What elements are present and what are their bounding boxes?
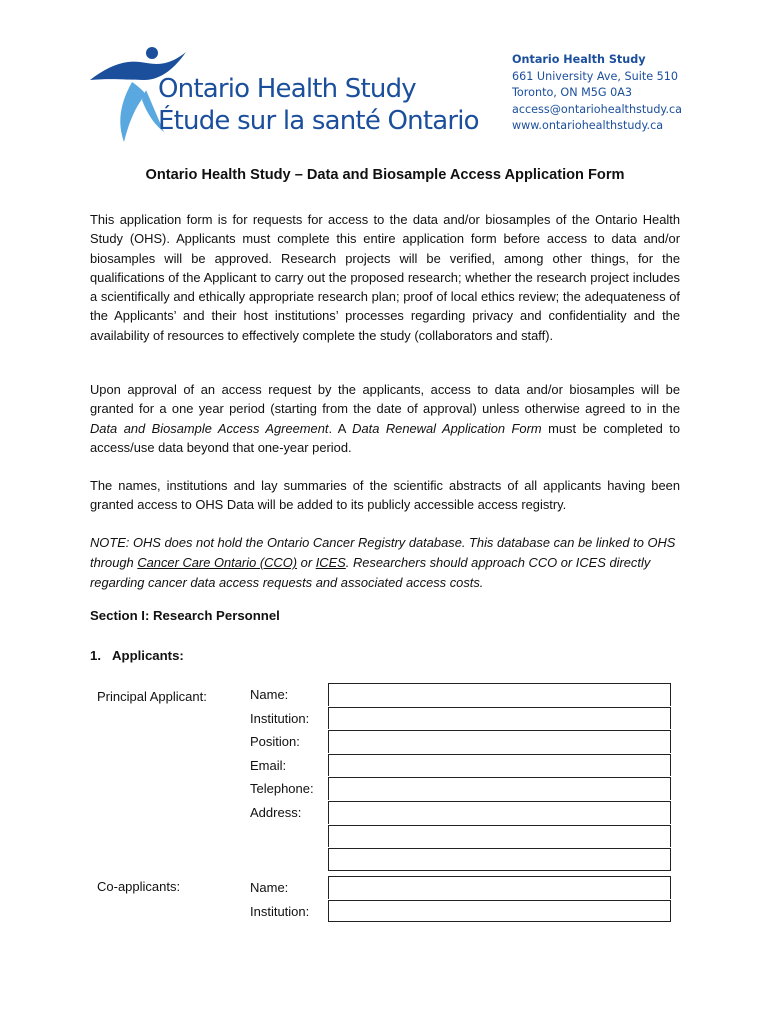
field-label-email: Email: — [250, 757, 287, 773]
principal-name-input[interactable] — [328, 683, 671, 706]
registry-paragraph: The names, institutions and lay summaries of the scientific abstracts of all applicants having been granted access to OHS Data will be added to its publicly accessible access registry. — [90, 478, 680, 513]
approval-text-1: Upon approval of an access request by the applicants, access to data and/or biosamples will be granted for a one year period (starting from the date of approval) unless otherwise agreed to in the — [90, 382, 680, 417]
coapplicant-fields — [250, 876, 672, 923]
applicants-number: 1. — [90, 648, 101, 663]
field-row — [250, 876, 672, 900]
applicants-label: Applicants: — [112, 648, 184, 663]
coapplicant-name-input[interactable] — [328, 876, 671, 899]
contact-address-line2: Toronto, ON M5G 0A3 — [512, 86, 633, 99]
cco-link[interactable]: Cancer Care Ontario (CCO) — [137, 555, 298, 570]
note-paragraph — [90, 533, 680, 593]
contact-website[interactable]: www.ontariohealthstudy.ca — [512, 119, 664, 132]
field-row — [250, 777, 672, 801]
ohs-logo — [88, 44, 479, 144]
applicants-heading — [90, 648, 184, 663]
principal-applicant-label: Principal Applicant: — [97, 689, 207, 704]
field-label-institution: Institution: — [250, 710, 310, 726]
field-label-telephone: Telephone: — [250, 781, 314, 797]
principal-email-input[interactable] — [328, 754, 671, 777]
principal-telephone-input[interactable] — [328, 777, 671, 800]
principal-institution-input[interactable] — [328, 707, 671, 730]
approval-text-2: . A — [328, 420, 353, 436]
field-label-name: Name: — [250, 687, 289, 702]
contact-block — [512, 52, 682, 135]
renewal-form-name: Data Renewal Application Form — [352, 420, 542, 436]
field-label-name: Name: — [250, 880, 289, 895]
ices-link[interactable]: ICES — [315, 555, 346, 570]
coapplicant-institution-input[interactable] — [328, 900, 671, 923]
form-title: Ontario Health Study – Data and Biosample Access Application Form — [145, 167, 625, 183]
field-label-address: Address: — [250, 804, 302, 820]
section-title: Section I: Research Personnel — [90, 608, 280, 623]
coapplicants-label: Co-applicants: — [97, 879, 181, 894]
principal-position-input[interactable] — [328, 730, 671, 753]
note-text-3: . Researchers should approach CCO or ICES directly regarding cancer data access requests and associated access costs. — [90, 555, 651, 590]
field-row — [250, 683, 672, 707]
field-label-position: Position: — [250, 734, 300, 750]
principal-address-input-1[interactable] — [328, 801, 671, 824]
note-text-1: NOTE: OHS does not hold the Ontario Cancer Registry database. This database can be linked to OHS through — [90, 535, 676, 570]
field-row — [250, 754, 672, 778]
logo-title-fr: Étude sur la santé Ontario — [158, 106, 479, 136]
logo-title-en: Ontario Health Study — [158, 74, 416, 104]
field-row — [250, 825, 672, 849]
intro-paragraph: This application form is for requests for access to the data and/or biosamples of the Ontario Health Study (OHS). Applicants must complete this entire application form before access to data and/or biosamples will be approved. Research projects will be verified, among other things, for the qualifications of the Applicant to carry out the proposed research; whether the research project includes a scientifically and ethically appropriate research plan; proof of local ethics review; the adequateness of the Applicants’ and their host institutions’ processes regarding privacy and confidentiality and the availability of resources to effectively complete the study (collaborators and staff). — [90, 212, 680, 343]
approval-text-3: must be completed to access/use data beyond that one-year period. — [90, 420, 681, 455]
field-row — [250, 730, 672, 754]
field-label-institution: Institution: — [250, 903, 310, 919]
contact-org: Ontario Health Study — [512, 53, 646, 66]
field-row — [250, 707, 672, 731]
field-row — [250, 848, 672, 872]
principal-address-input-3[interactable] — [328, 848, 671, 871]
agreement-name: Data and Biosample Access Agreement — [90, 420, 329, 436]
contact-address-line1: 661 University Ave, Suite 510 — [512, 69, 678, 83]
principal-applicant-fields — [250, 683, 672, 872]
contact-email[interactable]: access@ontariohealthstudy.ca — [512, 102, 683, 116]
approval-paragraph — [90, 380, 680, 457]
field-row — [250, 900, 672, 924]
note-text-2: or — [297, 555, 316, 570]
principal-address-input-2[interactable] — [328, 825, 671, 848]
field-row — [250, 801, 672, 825]
